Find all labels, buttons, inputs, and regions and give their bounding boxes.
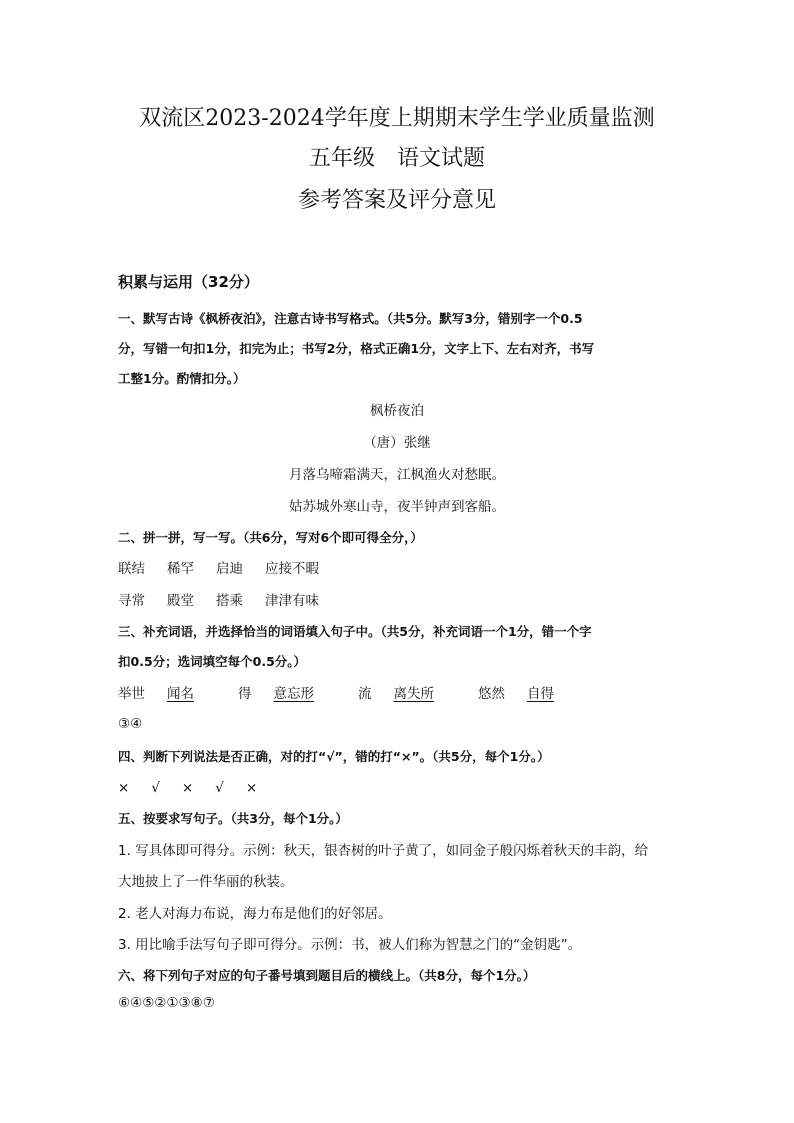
q3-instruction-line1: 三、补充词语，并选择恰当的词语填入句子中。（共5分，补充词语一个1分，错一个字 — [118, 624, 592, 639]
q4-mark: × — [118, 780, 130, 796]
q2-word: 津津有味 — [265, 593, 319, 609]
q1-instruction-line1: 一、默写古诗《枫桥夜泊》，注意古诗书写格式。（共5分。默写3分，错别字一个0.5 — [118, 311, 583, 326]
q4-mark: × — [245, 780, 258, 796]
q4-mark: √ — [215, 780, 224, 796]
grade-subject-title: 五年级 语文试题 — [308, 146, 485, 171]
q2-word: 寻常 — [118, 593, 145, 609]
section-heading: 积累与运用（32分） — [118, 273, 259, 291]
q4-instruction: 四、判断下列说法是否正确，对的打“√”，错的打“×”。（共5分，每个1分。） — [118, 749, 550, 764]
q5-instruction: 五、按要求写句子。（共3分，每个1分。） — [118, 811, 348, 826]
q3-word: 悠然 自得 — [478, 686, 554, 702]
q2-word: 启迪 — [216, 561, 243, 577]
q3-instruction-line2: 扣0.5分；选词填空每个0.5分。） — [118, 654, 307, 669]
q2-answer-row-2 — [118, 591, 341, 611]
q3-word: 得 意忘形 — [238, 686, 314, 702]
q2-answer-row-1 — [118, 559, 341, 579]
q4-mark: × — [181, 780, 194, 796]
poem-line-2: 姑苏城外寒山寺，夜半钟声到客船。 — [289, 499, 505, 515]
poem-author: （唐）张继 — [363, 435, 431, 451]
q2-word: 稀罕 — [167, 561, 194, 577]
q2-word: 应接不暇 — [265, 561, 319, 577]
q3-word: 流 离失所 — [358, 686, 434, 702]
q5-item-3: 3. 用比喻手法写句子即可得分。示例：书，被人们称为智慧之门的“金钥匙”。 — [118, 937, 582, 953]
q6-instruction: 六、将下列句子对应的句子番号填到题目后的横线上。（共8分，每个1分。） — [118, 968, 536, 983]
poem-line-1: 月落乌啼霜满天，江枫渔火对愁眠。 — [289, 467, 505, 483]
exam-title: 双流区2023-2024学年度上期期末学生学业质量监测 — [139, 106, 655, 131]
q1-instruction-line2: 分，写错一句扣1分，扣完为止；书写2分，格式正确1分，文字上下、左右对齐，书写 — [118, 341, 595, 356]
q3-completed-words — [118, 684, 598, 704]
q3-choice-answer: ③④ — [118, 716, 143, 732]
q2-instruction: 二、拼一拼，写一写。（共6分，写对6个即可得全分，） — [118, 530, 423, 545]
q2-word: 殿堂 — [167, 593, 194, 609]
q5-item-1-line1: 1. 写具体即可得分。示例：秋天，银杏树的叶子黄了，如同金子般闪烁着秋天的丰韵，给 — [118, 843, 649, 859]
q2-word: 联结 — [118, 561, 145, 577]
q3-word: 举世 闻名 — [118, 686, 194, 702]
poem-title: 枫桥夜泊 — [370, 403, 424, 419]
q1-instruction-line3: 工整1分。酌情扣分。） — [118, 371, 246, 386]
answer-key-title: 参考答案及评分意见 — [297, 188, 496, 213]
q4-mark: √ — [151, 780, 160, 796]
q5-item-2: 2. 老人对海力布说，海力布是他们的好邻居。 — [118, 906, 392, 922]
q6-answer: ⑥④⑤②①③⑧⑦ — [118, 995, 215, 1011]
q2-word: 搭乘 — [216, 593, 243, 609]
q4-answers — [118, 778, 279, 798]
q5-item-1-line2: 大地披上了一件华丽的秋装。 — [118, 874, 294, 890]
